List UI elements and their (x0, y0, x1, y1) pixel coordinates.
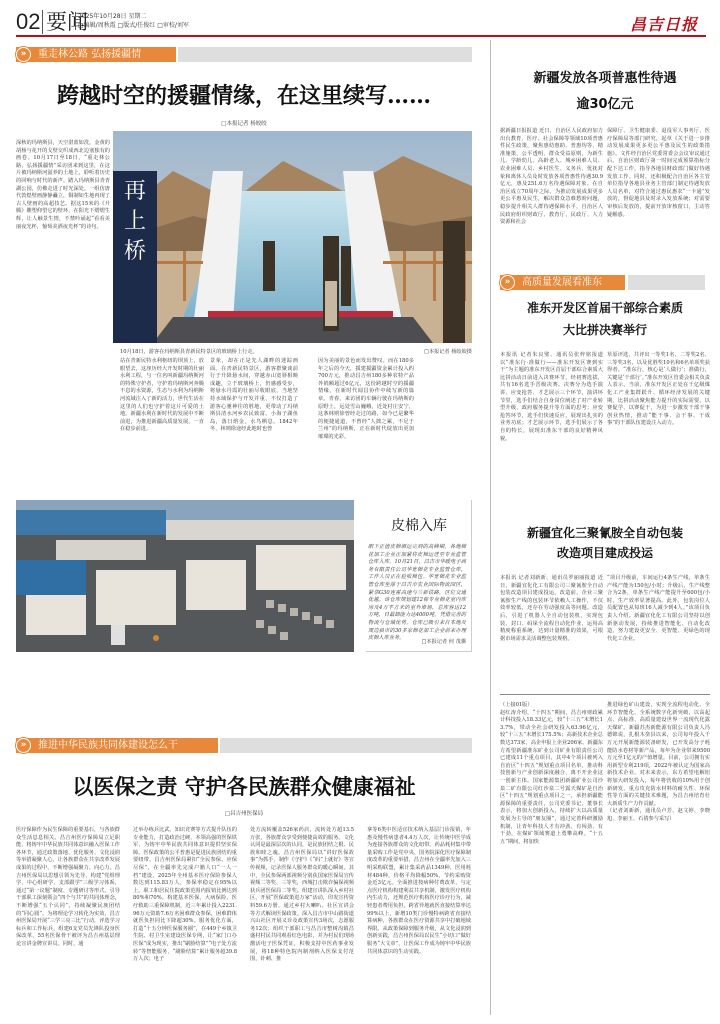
cotton-warehouse-illustration (16, 500, 354, 652)
lead-col-3: 景象，却在正是先人湖畔的迷踪画面。在青新民特景区，游客群聚谈前行于升降悬水间，穿越赤山宽驿相映成趣，立于玻璃桥上，仍感感受步，将悬水丹霞的壮丽尽收眼底，当地坚持水域保护与开发并重，不仅打造了游客心驰神往的胜地，更带动了玛纳斯县清水河乡农民致富。小海子湖鱼岛，落日熔金，水鸟栖息。1842年冬，林则徐途经此地时也曾 (210, 358, 298, 433)
bottom-col-2: 过举办练兵比武、知识竞赛等方式提升队伍的专业能力，打造政治过硬、本领高强的医保铁军，为铸牢中华民族共同体意识提供坚实保障。医保政策的公平普惠是促进民族团结的重要纽带。昌吉州医保局紧扣“全民参保、应保尽保”，在全疆率先完成户籍人口“一人一档”建设，2025年全州基本医疗保险参保人数达到115.83万人，参保率稳定在95%以上。职工和居民住院政策范围内报销比例达到80%和70%。构建基本医保、大病保险、医疗救助三重保障机制，近三年累计投入2231.96万元资助7.6万名困难群众参保，困难群体就医负担同比下降超30%。服务优化方面，打造“十五分钟医保服务圈”，在449个乡镇卫生院、村卫生室建设医保专网，让“家门口办医保”成为现实，推出“刷脸结算”“电子处方流转”等智能服务，“刷脸结算”累计服务超39.8万人次；电子 (133, 827, 237, 963)
side3-headline-line2: 改造项目建成投运 (556, 546, 653, 560)
bottom-col-1: 医疗保障作为民生保障的重要基石，与各族群众生活息息相关。昌吉州医疗保障局立足职能，将铸牢中华民族共同体意识融入医保工作各环节，通过政策落地、优化服务、文化浸润等举措凝聚人心，让各族群众在共享改革发展成果的过程中，不断增强凝聚力、向心力。昌吉州医保局以思想引领为先导，构建“党组理学、中心组研学、支部跟学”三级学习体系，通过“第一议题”制度、专题研讨等形式，引导干部职工深刻领会“四个与共”的共同体理念，不断增强“五个认同”，持续凝聚民族团结的“同心圆”。为将理论学习转化为实效，昌吉州医保局开展“三学三亮三比”行动，评选学习标兵和工作标兵，组建6支党员先锋队投身医保改革，55名医保骨干被评为昌吉州基层理论宣讲金牌宣讲员。同时，通 (16, 827, 120, 947)
side3-headline-line1: 新疆宜化三聚氰胺全自动包装 (526, 526, 683, 540)
side2-section-band (500, 275, 705, 290)
issue-date: 2025年10月28日 星期二 (78, 13, 147, 20)
page-meta (75, 12, 189, 30)
side1-headline-line2: 逾30亿元 (576, 97, 634, 112)
feature-title: 皮棉入库 (391, 518, 447, 534)
side2-headline-line1: 准东开发区首届干部综合素质 (526, 301, 683, 315)
bottom-byline: □昌吉州医保局 (224, 811, 264, 817)
side2-headline-line2: 大比拼决赛举行 (562, 323, 647, 337)
masthead-logo: 昌吉日报 (629, 15, 698, 34)
bottom-col-4: 拿等6类中医适宜技术纳入基层门诊报销，年惠及慢性病患者4.4万人次，让传统中医学成为连接各族群众的文化纽带。药品耗材集中带量采购工作是党中央、国务院深化医疗保障制度改革的重要举措，昌吉州在全疆率先加入三明采购联盟，累计集采药品1349种、医用耗材484种，价格平均降幅50%，节约采购资金近3亿元。全面推进按病种付费改革，与定点医疗机构构建利益共享机制，激发医疗机构内生动力，还规范医疗机构医疗诊疗行为，减轻患者费用负担，跨省异地就医直接结算率达99%以上，新增10类门诊慢特病跨省直接结算病种，各族群众在医疗资源共享中打破地域界限。从政策保障到服务升级，从文化浸润到创新实践，昌吉州医保局以民生“小切口”做好服务“大文章”，让医保工作成为铸牢中华民族共同体意识的生动实践。 (367, 827, 471, 955)
continued-col2-text: 推进绿色矿山建设，实现全流程电动化、全环节智能化、全系统数字化新突破，以高起点、高标准、高质量建设世界一流现代化露天煤矿。新疆苏杰新能源有限公司负责人冯德锦说，扎根木垒县以来，公司每年投入千万元开展新能源装备研发，已开发高分子耗能防水卷材等新产品，每年为企业带来9500万元至1亿元的产值增量。目前，公司拥有实用新型专利219项，2022年被认定为国家高新技术企业。对未来表示，东方希望电解铝将加大研发投入，每年将营收的10%用于创新研发，重点攻克防水材料的耐久性、环保性等方面的关键技术难题，为昌吉州培育壮大新质生产力作贡献。 (607, 702, 710, 807)
bottom-col-3: 处方流转覆盖526家药店，流转处方超13.5万张，各族群众享受到便捷高效的服务。文化认同是最深层次的认同，是民族团结之根、民族和睦之魂。昌吉州医保局以“讲好医保故事”为抓手，制作《守护》《“码”上就好》等宣传视频，记录医保人服务群众的暖心瞬间。其中，全民参保两部视频分别获国家医保局宣传视频二等奖、三等奖，西城打击欺诈骗保视频获兵团医保局二等奖。组建宣讲队深入乡村社区，开展“医保政策进万家”活动，印发宣传资料59.6万册，通过乡村大喇叭、社区宣讲会等方式解读医保政策。深入昌吉市中山路街道兴山社区开展义诊及政策宣传3场次，志愿服务12次；组织干部职工与昌吉市整树沟镇昌盛村村民共同观看红色电影，并为村民们现场激活电子医保凭证，积极支持中医药事业发展，将18种特色院内制剂纳入医保支付范围，针刺、推 (250, 827, 354, 963)
lead-byline: □本报记者 杨皎皎 (221, 121, 267, 127)
band-label: 重走林公路 弘扬援疆情 (16, 47, 176, 62)
section-title: 要闻 (42, 10, 88, 34)
lead-photo-credit: □本报记者 杨皎皎摄 (423, 349, 472, 355)
lead-col-4: 因为美丽的景色而发出赞叹。而在180多年之后的今天，援建援疆资金累计投入约700万元，推动昌吉州180多种农特产品外销额超过6亿元，这份跨越时空的援疆情缘，在新时代闻昌协作中续写新的篇章。青春，来访团的车辆行驶在玛纳斯的原野上，远处雪山巍峨，近处村庄安宁，这条林则徐曾经走过的路，如今已是繁华的便捷通道，不曾经“人拙之累，不足于兰州”的玛纳斯，正在新时代绽放出更加璀璨的光彩。 (318, 358, 414, 440)
band-label: 推进中华民族共同体建设怎么干 (16, 738, 218, 753)
bottom-section-band (16, 738, 472, 753)
bottom-headline: 以医保之责 守护各民族群众健康福祉 (72, 775, 416, 799)
side3-col-1: 本报讯 记者刘新新、通讯员罗丽丽报道 近日，新疆宜化化工有限公司三聚氰胺全自动包装改造项目建成投运。改造前，企业三聚氰胺生产线的包装环节依赖人工操作，不仅效率较低，还存在劳动强度高等问题。改造后，引进了机器人全自动包装机，实现包装、封口、码垛全流程自动化作业，运用高精度称重系统，达到计量精准的效果，可根据市场需求灵活调整包装规格。 (500, 575, 603, 642)
continued-col1-text: 赵红涛介绍，“十四五”期间，昌吉州财政累计科技投入18.33亿元，较“十三五”末增长13.7%，带动全社会研发投入63.96亿元，较“十三五”末增长175.5%；高新技术企业总数达373家，高企申报上企业206家。新疆东方希望新疆准东矿业公司矿业有限责任公司已建成11个重点项目，其中4个项目被列入自治区“十四五”规划重点项目名单。推动科技创新与产业创新深度融合，离不开企业这一创新主体。国家能源集团新疆矿业公司沙泉二矿有限公司红沙泉二号露天煤矿是自治区“十四五”规划重点项目之一，承担新疆能源保障的重要责任，公司党委书记、董事长表示，将加大创新投入，持续扩大以高质量发展为主导的“朋友圈”，通过完善科研激励机制，让青年科技人才有冲劲、有闯劲、有干劲，在煤矿领域赛道上勇攀高峰。“十五五”期间，将加快 (500, 709, 603, 845)
band-grey-bar (178, 47, 472, 62)
side2-col-1: 本报讯 记者朱良璧、通讯员张梓铭报道 以“准东行·准做行——准东开发区赛到实干”为主题的准东开发区首届干部综合素质大比拼活动日前进入决赛环节，经初赛选拔，共有16名选手晋级决赛。决赛分为选手演讲、应变抢答、才艺展示三个环节，演讲环节里，选手们结合自身岗位阐述了对产业转型升级、政府服务提升等方面的思考；应变抢答环节，选手们快速反应，展现出扎实的业务功底；才艺展示环节，选手们展示了各自的特长，展现出准东干部的良好精神风貌。 (500, 352, 603, 442)
side3-col-2: “项目升级前，车间运行4条生产线，单条生产线产能为150包/小时；升级后，生产线整合为2条，单条生产线产能提升至600包/小时，生产效率显著提高。此外，包装岗位人员配置也从每班16人减少到4人。”该项目负责人介绍。新疆宜化化工有限公司坚持以创新驱动发展，持续推进智能化、自动化改造，努力建设更安全、更智能、更绿色的现代化工企业。 (607, 575, 710, 642)
double-chevron-icon: » (16, 47, 31, 62)
continued-credits: （记者刘新新，通讯员卢芳、赵文婷、李晓旭、李丽玉、石倩参与采写） (607, 808, 710, 822)
band-label: 高质量发展看准东 (500, 275, 625, 290)
lead-photo-glass-bridge (113, 131, 472, 343)
column-divider (490, 40, 491, 1015)
feature-body: 眼下正值皮棉调运完剂的高峰期，各地棉花加工企业正加紧将皮棉运送至专业监管仓库入库。10月21日，昌吉市华暖电子商务有限责任公司华宽棉花专业监管仓库，工作人员正在验收棉包。华宽棉花专业监管仓库坐落于昌吉市农业国际物流园区，紧邻G30连霍高速与兰新铁路，区位交通优越。该仓库规划建12栋专业棉花室内库房及4万平方米的室外堆场，总库容达12万吨，日最卸能力达4000吨。凭借完善的物流与仓储优势，仓库已吸引来自本地及周边县市的30多家棉花加工企业前来办理皮棉入库业务。 (368, 544, 466, 642)
lead-col-2: 站在青新民特水利枢纽的坝顶上，放眼望去，这座历经大开发时期的壮丽水利工程，与一位名叫新疆玛纳斯河的特殊守护者，守护着玛纳斯河奔腾不息的水资源，生态与水利为玛纳斯河流域注入了新的活力，世代生活在这里的人们也守护着这片可爱的土地。新疆水利在新时代的发展中不断前进，为推进新疆高质量发展，一直在稳步前进。 (120, 358, 204, 433)
band-grey-bar (220, 738, 472, 753)
double-chevron-icon: » (500, 275, 515, 290)
continued-col-2 (607, 702, 710, 1017)
side1-col-1: 据新疆日报报道 近日，自治区人民政府加力出台教育、医疗、社会保障等领域10项普惠性民生政策，聚焦惠幼惠助、普惠均等、精准施策，公平透明、群众受益原则，为新生儿、学龄幼儿、高龄老人、城乡困难人员、农业困难人员、乡村医生、义务兵、优抚对象和离休人员及时发放各项普惠性待遇30.9亿元，惠及251.6万名待遇保障对象。在自治区成立70周年之际，为推动发展成果更多更公平惠及民生，解决群众急难愁盼问题，稳步提升相关人群待遇保障水平，自治区人民政府组织财政厅、教育厅、民政厅、人力资源和社会 (500, 128, 603, 226)
bridge-sign-text: 再上桥 (123, 179, 146, 264)
side1-col-2: 保障厅、卫生健康委、退役军人事务厅、医疗保障局等部门研究，起草《关于进一步推动发展成果更多更公平惠及民生的政策措施》。文件经自治区党委常委会会议审议通过后，自治区财政厅第一时间完成预算指标分配下达工作，指导各地县财政部门做好待遇发放工作。同时，还积极配合自治区各主管单位指导各地县业务主管部门制定待遇发放人员名单，对符合通过惠民惠农“一卡通”发放的，督促地县及时录入发放系统；对需要审核后发放的，提前开放审核窗口，主动答疑解惑。 (607, 128, 710, 218)
continued-from-label: （上接01版） (500, 702, 533, 708)
side2-col-2: 草原评选，共评出一等奖1名、二等奖2名、三等奖3名，以及优胜奖10名和6名单项奖获得者。“准东行，核心是‘人做行’；准做行，关键是‘干部行’。”准东开发区管委会相关负责人表示，当前，准东开发区正处在千亿级煤化工产业集群跃升、循环经济发展的关键期，比拼活动聚焦能力提升的实际需要，以赛促学、以赛促干，为进一步激发干部干事创业热情，推动“能干事、会干事、干成事”的干部队伍建设注入动力。 (607, 352, 710, 427)
continued-col-1 (500, 702, 603, 1017)
side1-headline-line1: 新疆发放各项普惠性待遇 (533, 71, 677, 86)
double-chevron-icon: » (16, 738, 31, 753)
band-grey-bar (628, 275, 705, 290)
lead-headline: 跨越时空的援疆情缘，在这里续写…… (56, 83, 431, 109)
lead-section-band (16, 47, 472, 62)
glass-bridge-illustration (113, 131, 472, 343)
header-rule (16, 35, 706, 37)
lead-photo-caption: 10月18日，游客在玛纳斯县青新民特景区的玻璃桥上行走。 (120, 349, 258, 355)
editors-line: □编辑/周秋霞 □版式/任俊红 □审校/刘军 (78, 22, 189, 29)
lead-col-1: 深秋的玛纳斯县，天空湛蓝如洗，金黄的胡杨与花开的戈壁交织成西北边塞独有的画卷。10月17日至18日，“重走林公路，弘扬援疆情”采访团来到这里，在这片被玛纳斯河滋养的土地上，聆听着历史的回响与时代的新声。踏入玛纳斯县青青湖公园，仿佛走进了时光深处。一组仿唐代敦煌壁画静静矗立，铜制如生地再现了古人壁画的高超技艺。据这15米的《升腾》雕塑仰望它的壁环，在阳光下熠熠生辉，让人触景生情，不禁吟诵起“看看美丽夜光杯，葡萄美酒夜光杯”的诗句。 (16, 140, 110, 230)
feature-box (366, 500, 472, 652)
section-divider (500, 694, 710, 695)
cotton-warehouse-photo (16, 500, 354, 652)
page-number: 02 (16, 9, 41, 34)
feature-byline: □本报记者 何 茂骥 (421, 639, 466, 645)
